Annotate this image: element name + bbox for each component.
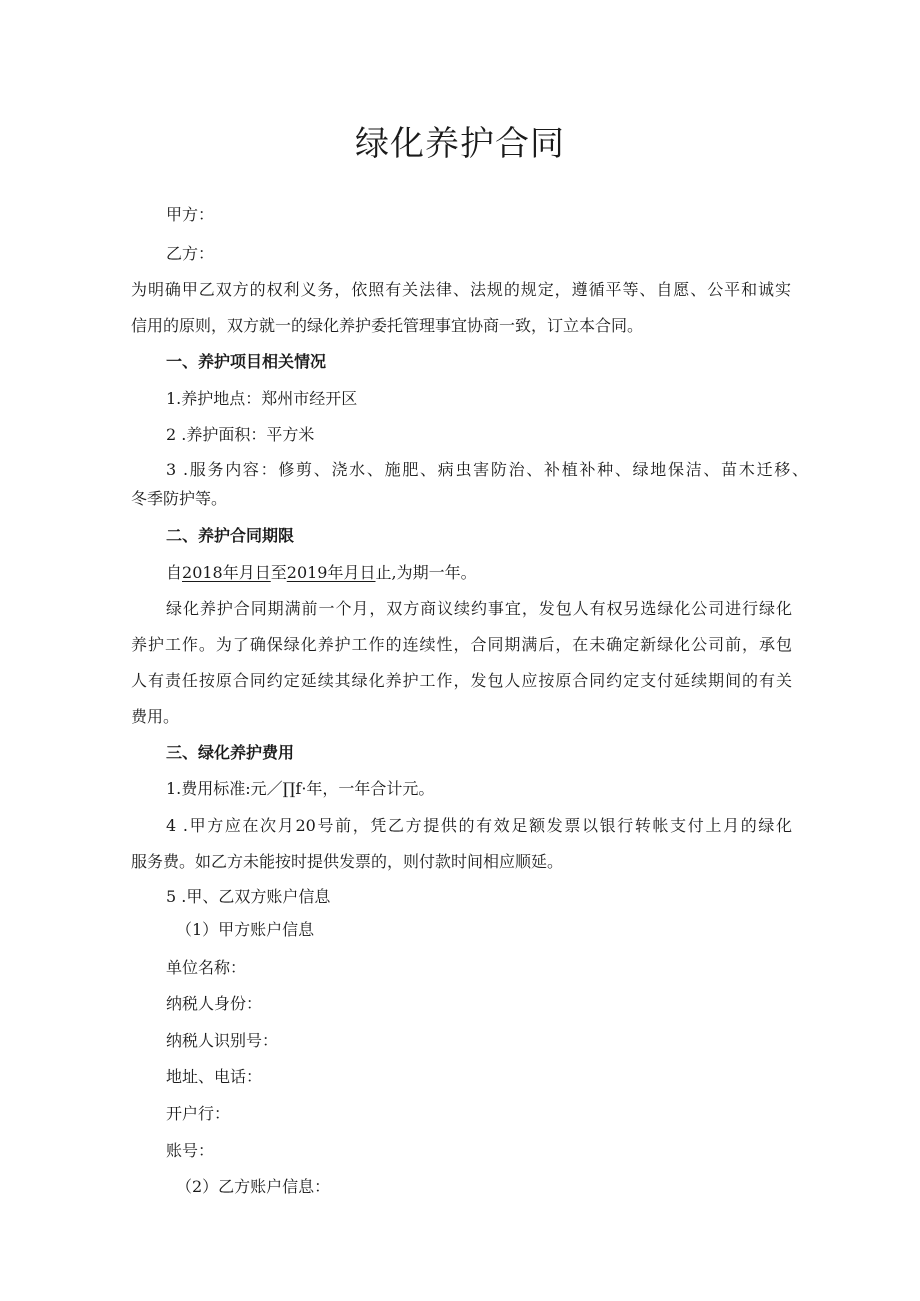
term-suffix: 止,为期一年。 <box>375 563 477 582</box>
contract-term <box>166 562 477 584</box>
party-b-label: 乙方： <box>166 244 215 263</box>
party-b-account-subheading: （2）乙方账户信息： <box>176 1177 331 1196</box>
field-taxpayer-status: 纳税人身份： <box>166 994 263 1013</box>
fee-standard: 1.费用标准:元／∏f·年，一年合计元。 <box>166 779 435 798</box>
section-1-heading: 一、养护项目相关情况 <box>166 352 327 371</box>
party-a-label: 甲方： <box>166 205 215 224</box>
term-mid: 至 <box>270 563 287 582</box>
field-company-name: 单位名称： <box>166 958 247 977</box>
renewal-para-line-3: 人有责任按原合同约定延续其绿化养护工作，发包人应按原合同约定支付延续期间的有关 <box>131 671 792 690</box>
account-info-heading: 5 .甲、乙双方账户信息 <box>166 887 331 906</box>
term-prefix: 自 <box>166 563 183 582</box>
document-title: 绿化养护合同 <box>355 124 565 164</box>
renewal-para-line-2: 养护工作。为了确保绿化养护工作的连续性，合同期满后，在未确定新绿化公司前，承包 <box>131 635 792 654</box>
payment-terms-line-1: 4 .甲方应在次月20号前，凭乙方提供的有效足额发票以银行转帐支付上月的绿化 <box>166 816 792 835</box>
section-1-item-1: 1.养护地点：郑州市经开区 <box>166 389 358 408</box>
term-start-date: 2018年月日 <box>182 563 271 582</box>
party-a-account-subheading: （1）甲方账户信息 <box>176 920 315 939</box>
field-taxpayer-id: 纳税人识别号： <box>166 1031 279 1050</box>
intro-line-2: 信用的原则，双方就一的绿化养护委托管理事宜协商一致，订立本合同。 <box>131 316 644 335</box>
section-1-item-3-line-2: 冬季防护等。 <box>131 489 228 508</box>
section-2-heading: 二、养护合同期限 <box>166 526 295 545</box>
field-account-number: 账号： <box>166 1141 215 1160</box>
intro-line-1: 为明确甲乙双方的权利义务，依照有关法律、法规的规定，遵循平等、自愿、公平和诚实 <box>131 280 791 299</box>
section-1-item-3-line-1: 3 .服务内容：修剪、浇水、施肥、病虫害防治、补植补种、绿地保洁、苗木迁移、 <box>166 460 808 479</box>
payment-terms-line-2: 服务费。如乙方未能按时提供发票的，则付款时间相应顺延。 <box>131 852 564 871</box>
renewal-para-line-1: 绿化养护合同期满前一个月，双方商议续约事宜，发包人有权另选绿化公司进行绿化 <box>166 599 792 618</box>
renewal-para-line-4: 费用。 <box>131 707 180 726</box>
field-bank: 开户行： <box>166 1104 231 1123</box>
section-1-item-2: 2 .养护面积：平方米 <box>166 425 315 444</box>
term-end-date: 2019年月日 <box>286 563 376 582</box>
section-3-heading: 三、绿化养护费用 <box>166 743 295 762</box>
field-address-phone: 地址、电话： <box>166 1067 263 1086</box>
